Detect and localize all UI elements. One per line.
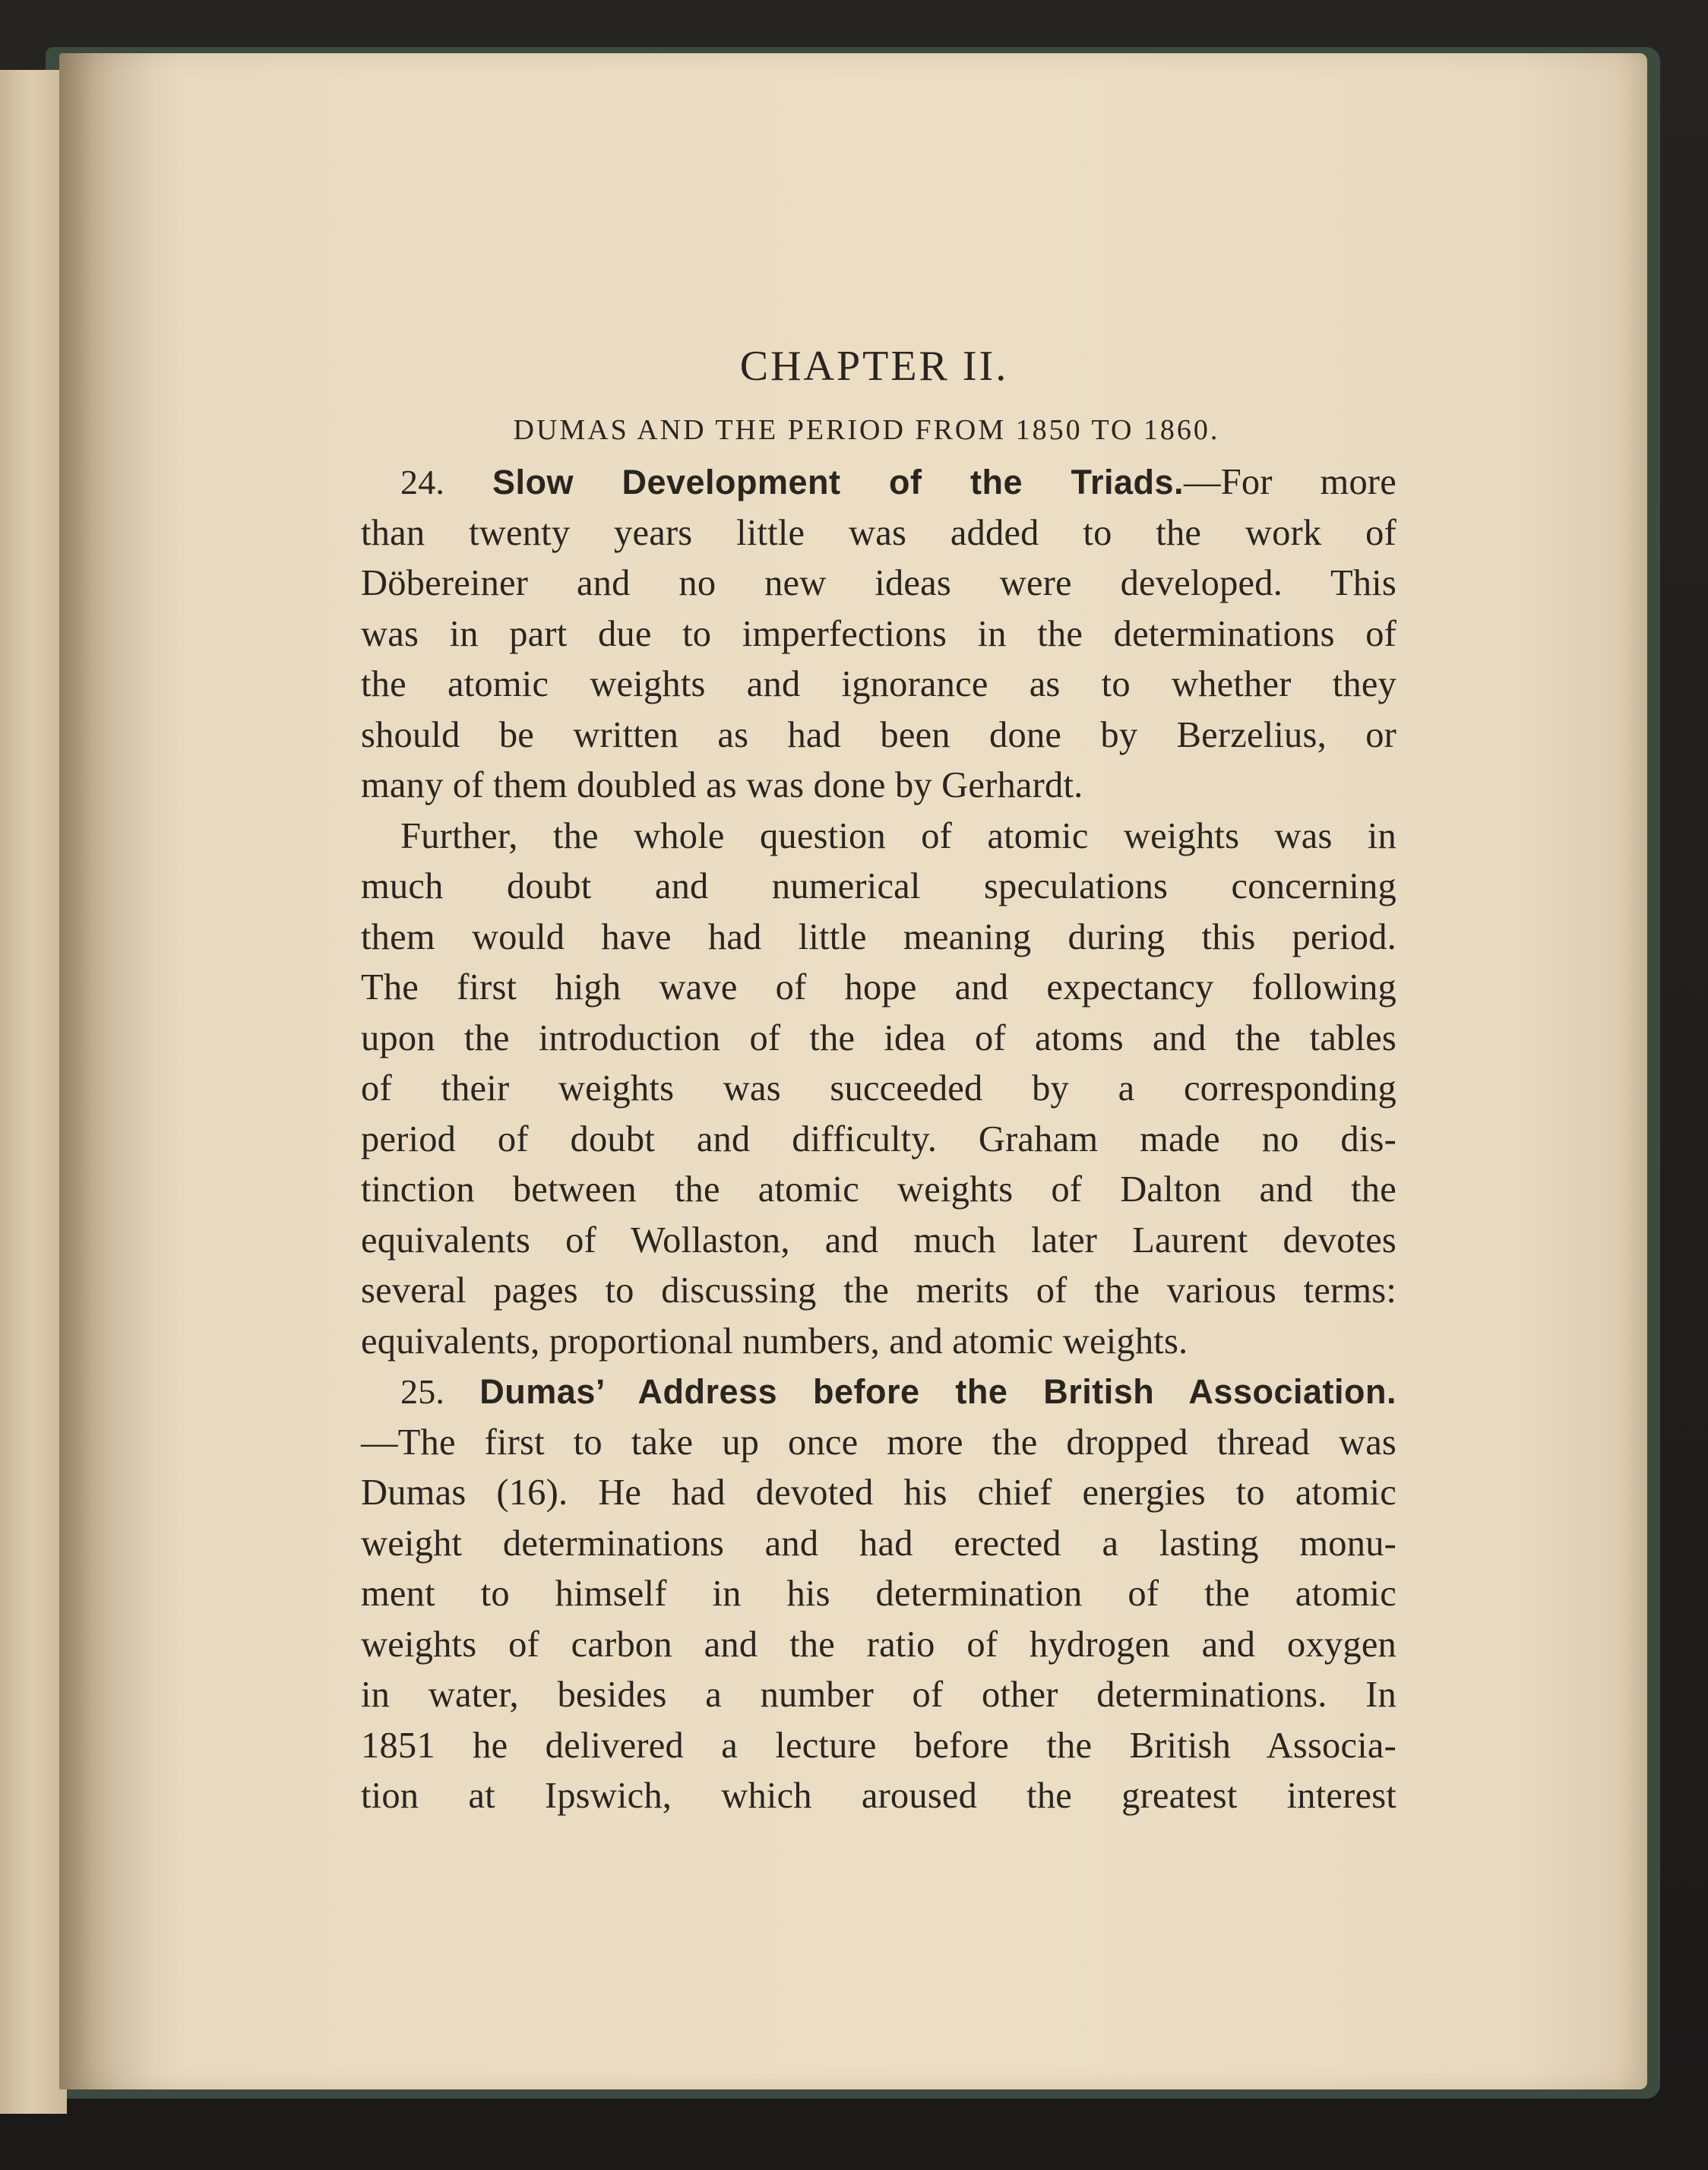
text-line: upon the introduction of the idea of atoms and the tables (361, 1017, 1396, 1058)
text-line: was in part due to imperfections in the determinations of (361, 613, 1396, 654)
text-line: weights of carbon and the ratio of hydrogen and oxygen (361, 1624, 1396, 1665)
chapter-subtitle: DUMAS AND THE PERIOD FROM 1850 TO 1860. (513, 414, 1220, 446)
section-number: 25. (400, 1372, 445, 1411)
text-line: Döbereiner and no new ideas were developed. This (361, 563, 1396, 603)
text-line: many of them doubled as was done by Gerhardt. (361, 765, 1083, 805)
text-line: Dumas (16). He had devoted his chief energies to atomic (361, 1472, 1396, 1513)
text-line: them would have had little meaning during this period. (361, 916, 1396, 957)
text-line: period of doubt and difficulty. Graham made no dis- (361, 1118, 1396, 1159)
text-line: of their weights was succeeded by a corresponding (361, 1068, 1396, 1109)
section-heading: Slow Development of the Triads. (492, 463, 1185, 501)
text-line: ment to himself in his determination of the atomic (361, 1574, 1396, 1614)
text-line: weight determinations and had erected a lasting monu- (361, 1523, 1396, 1564)
text-line: 1851 he delivered a lecture before the British Associa- (361, 1725, 1396, 1766)
further-paragraph (321, 811, 1396, 1368)
text-line: equivalents, proportional numbers, and atomic weights. (361, 1321, 1188, 1362)
em-dash: — (1184, 462, 1221, 502)
page-text (321, 327, 1396, 1822)
text-line: than twenty years little was added to the work of (361, 512, 1396, 553)
text-line: several pages to discussing the merits of the various terms: (361, 1270, 1396, 1311)
section-heading: Dumas’ Address before the British Association. (479, 1372, 1396, 1411)
text-line: The first high wave of hope and expectancy following (361, 967, 1396, 1008)
text-line: in water, besides a number of other determinations. In (361, 1675, 1396, 1715)
chapter-title: CHAPTER II. (739, 343, 1009, 390)
text-line: tion at Ipswich, which aroused the greatest interest (361, 1776, 1396, 1816)
section-25-heading-line (321, 1367, 1396, 1418)
text-line: should be written as had been done by Berzelius, or (361, 714, 1396, 755)
left-page-edge (0, 70, 67, 2114)
section-25-paragraph (321, 1367, 1396, 1822)
text-line: —The first to take up once more the dropped thread was (361, 1422, 1396, 1463)
section-number: 24. (400, 463, 445, 501)
text-line: Further, the whole question of atomic weights was in (400, 815, 1396, 856)
text-line: For more (1220, 462, 1396, 502)
text-line: tinction between the atomic weights of Dalton and the (361, 1169, 1396, 1210)
section-24-paragraph (321, 457, 1396, 811)
text-line: the atomic weights and ignorance as to whether they (361, 664, 1396, 704)
text-line: much doubt and numerical speculations concerning (361, 866, 1396, 906)
gutter-shadow (59, 53, 181, 2089)
section-24-first-line (321, 457, 1396, 508)
text-line: equivalents of Wollaston, and much later Laurent devotes (361, 1219, 1396, 1261)
